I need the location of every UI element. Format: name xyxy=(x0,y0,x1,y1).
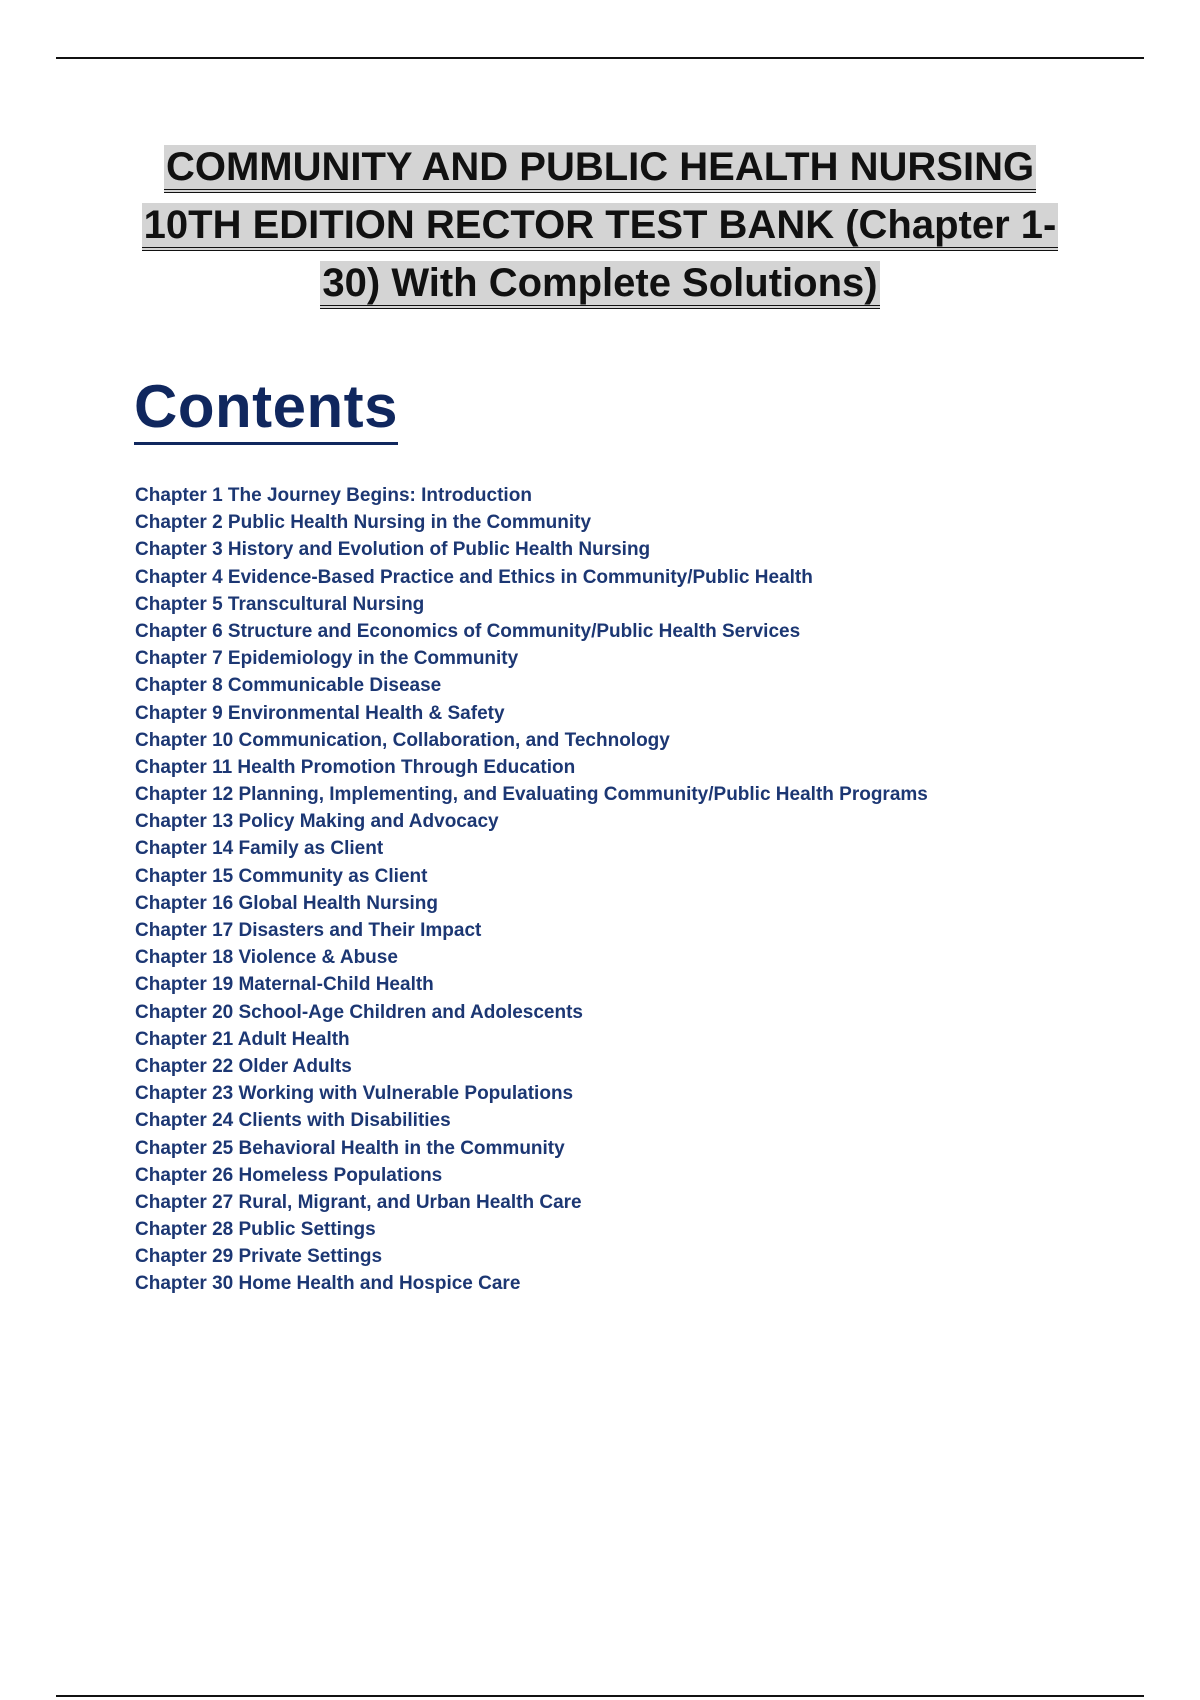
toc-entry-chapter-3[interactable]: Chapter 3 History and Evolution of Public Health Nursing xyxy=(135,539,651,561)
toc-entry-chapter-10[interactable]: Chapter 10 Communication, Collaboration, and Technology xyxy=(135,729,670,751)
toc-entry-chapter-16[interactable]: Chapter 16 Global Health Nursing xyxy=(135,892,438,914)
toc-entry-chapter-27[interactable]: Chapter 27 Rural, Migrant, and Urban Health Care xyxy=(135,1191,582,1213)
toc-entry-chapter-29[interactable]: Chapter 29 Private Settings xyxy=(135,1246,383,1268)
toc-entry-chapter-21[interactable]: Chapter 21 Adult Health xyxy=(135,1028,350,1050)
toc-entry-chapter-14[interactable]: Chapter 14 Family as Client xyxy=(135,838,384,860)
toc-entry-chapter-15[interactable]: Chapter 15 Community as Client xyxy=(135,865,428,887)
bottom-divider xyxy=(56,1695,1144,1697)
document-title xyxy=(100,138,1100,312)
table-of-contents xyxy=(135,482,928,1298)
toc-entry-chapter-26[interactable]: Chapter 26 Homeless Populations xyxy=(135,1164,443,1186)
toc-entry-chapter-22[interactable]: Chapter 22 Older Adults xyxy=(135,1055,352,1077)
toc-entry-chapter-24[interactable]: Chapter 24 Clients with Disabilities xyxy=(135,1110,451,1132)
toc-entry-chapter-8[interactable]: Chapter 8 Communicable Disease xyxy=(135,675,442,697)
toc-entry-chapter-12[interactable]: Chapter 12 Planning, Implementing, and Evaluating Community/Public Health Programs xyxy=(135,784,928,806)
toc-entry-chapter-20[interactable]: Chapter 20 School-Age Children and Adolescents xyxy=(135,1001,583,1023)
toc-entry-chapter-1[interactable]: Chapter 1 The Journey Begins: Introduction xyxy=(135,485,532,506)
toc-entry-chapter-4[interactable]: Chapter 4 Evidence-Based Practice and Ethics in Community/Public Health xyxy=(135,566,813,588)
toc-entry-chapter-5[interactable]: Chapter 5 Transcultural Nursing xyxy=(135,593,425,615)
contents-heading: Contents xyxy=(134,372,398,445)
toc-entry-chapter-28[interactable]: Chapter 28 Public Settings xyxy=(135,1219,376,1241)
toc-entry-chapter-9[interactable]: Chapter 9 Environmental Health & Safety xyxy=(135,702,505,724)
toc-entry-chapter-30[interactable]: Chapter 30 Home Health and Hospice Care xyxy=(135,1273,521,1295)
title-line-2: 10TH EDITION RECTOR TEST BANK (Chapter 1- xyxy=(100,196,1100,254)
toc-entry-chapter-17[interactable]: Chapter 17 Disasters and Their Impact xyxy=(135,920,482,941)
toc-entry-chapter-13[interactable]: Chapter 13 Policy Making and Advocacy xyxy=(135,811,499,833)
toc-entry-chapter-25[interactable]: Chapter 25 Behavioral Health in the Community xyxy=(135,1137,565,1159)
toc-entry-chapter-6[interactable]: Chapter 6 Structure and Economics of Community/Public Health Services xyxy=(135,620,801,642)
toc-entry-chapter-23[interactable]: Chapter 23 Working with Vulnerable Populations xyxy=(135,1083,574,1105)
toc-entry-chapter-2[interactable]: Chapter 2 Public Health Nursing in the Community xyxy=(135,512,592,534)
top-divider xyxy=(56,57,1144,59)
title-line-3: 30) With Complete Solutions) xyxy=(100,254,1100,312)
toc-entry-chapter-18[interactable]: Chapter 18 Violence & Abuse xyxy=(135,947,398,969)
toc-entry-chapter-11[interactable]: Chapter 11 Health Promotion Through Education xyxy=(135,756,576,778)
toc-entry-chapter-7[interactable]: Chapter 7 Epidemiology in the Community xyxy=(135,648,519,670)
toc-entry-chapter-19[interactable]: Chapter 19 Maternal-Child Health xyxy=(135,974,434,996)
title-line-1: COMMUNITY AND PUBLIC HEALTH NURSING xyxy=(100,138,1100,196)
